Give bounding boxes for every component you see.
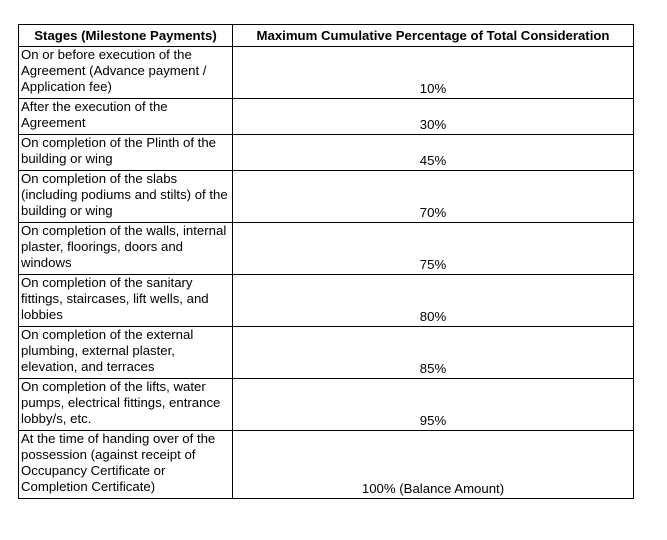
milestone-payment-table [18,24,634,499]
table-row [19,327,634,379]
stage-cell: On completion of the lifts, water pumps, electrical fittings, entrance lobby/s, etc. [19,379,233,431]
table-row [19,379,634,431]
table-row [19,47,634,99]
stage-column-header: Stages (Milestone Payments) [19,25,233,47]
stage-cell: On completion of the walls, internal plaster, floorings, doors and windows [19,223,233,275]
stage-cell: On completion of the sanitary fittings, staircases, lift wells, and lobbies [19,275,233,327]
percentage-cell: 10% [233,47,634,99]
stage-cell: On completion of the slabs (including podiums and stilts) of the building or wing [19,171,233,223]
percentage-cell: 75% [233,223,634,275]
percentage-cell: 70% [233,171,634,223]
percentage-cell: 100% (Balance Amount) [233,431,634,499]
stage-cell: On completion of the Plinth of the building or wing [19,135,233,171]
table-row [19,223,634,275]
table-row [19,135,634,171]
stage-cell: On or before execution of the Agreement (Advance payment / Application fee) [19,47,233,99]
table-row [19,171,634,223]
table-row [19,275,634,327]
table-row [19,99,634,135]
stage-cell: After the execution of the Agreement [19,99,233,135]
percentage-cell: 30% [233,99,634,135]
stage-cell: On completion of the external plumbing, external plaster, elevation, and terraces [19,327,233,379]
percentage-cell: 95% [233,379,634,431]
percentage-cell: 80% [233,275,634,327]
table-header-row [19,25,634,47]
stage-cell: At the time of handing over of the possession (against receipt of Occupancy Certificate or Completion Certificate) [19,431,233,499]
percentage-cell: 85% [233,327,634,379]
percentage-cell: 45% [233,135,634,171]
table-row [19,431,634,499]
percentage-column-header: Maximum Cumulative Percentage of Total Consideration [233,25,634,47]
